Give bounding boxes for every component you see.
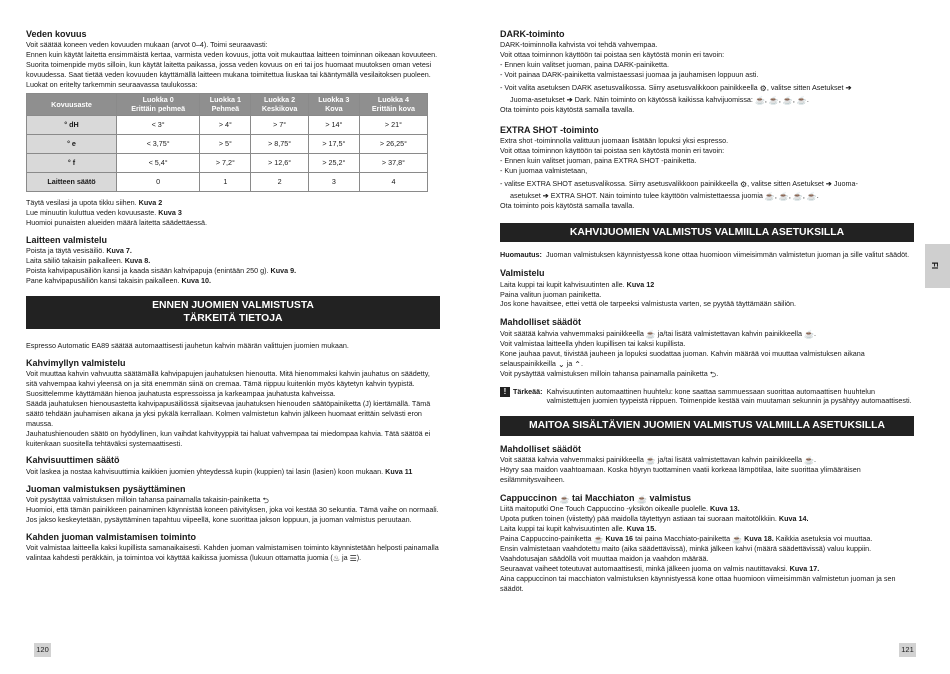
text: Jos kone havaitsee, ettei vettä ole tarpeeksi valmistusta varten, se pyytää täyttämään säiliön. <box>500 299 797 309</box>
table-row <box>27 134 428 153</box>
macchiato-icon: ☕ <box>796 96 807 105</box>
header-cls: Luokka 0 Erittäin pehmeä <box>131 95 186 114</box>
text: Ota toiminto pois käytöstä samalla tavalla. <box>500 105 635 114</box>
text: ja <box>566 358 573 368</box>
kahden-juoman-title: Kahden juoman valmistamisen toiminto <box>26 531 197 542</box>
text: Täytä vesilasi ja upota tikku siihen. <box>26 197 137 207</box>
figure-ref: Kuva 12 <box>626 279 655 289</box>
warning-icon: ! <box>500 387 510 397</box>
figure-ref: Kuva 13. <box>710 504 740 514</box>
table-cell: > 7° <box>251 115 308 134</box>
text <box>500 524 914 534</box>
header-cls: Luokka 4 Erittäin kova <box>371 95 416 114</box>
text: Aina cappuccinon tai macchiaton valmistuksen käynnistyessä kone ottaa huomioon viimeisimmän valmistetun juoman ja sen säädöt. <box>500 573 896 593</box>
table-cell: 0 <box>117 172 200 191</box>
pysayttaminen-title: Juoman valmistuksen pysäyttäminen <box>26 483 186 494</box>
table-cell: > 5° <box>200 134 251 153</box>
water-hardness-table <box>26 93 428 192</box>
text: Juoma-asetukset <box>510 95 565 104</box>
text: Dark. Näin toiminto on käytössä kaikissa kahvijuomissa: <box>574 95 753 104</box>
table-cell: > 26,25° <box>359 134 427 153</box>
text <box>26 276 440 286</box>
right-page <box>475 0 950 674</box>
figure-ref: Kuva 18. <box>744 534 774 544</box>
table-cell: > 7,2° <box>200 153 251 172</box>
figure-ref: Kuva 10. <box>181 275 212 285</box>
menu-icon: ☰ <box>349 553 357 563</box>
macchiato-icon: ☕ <box>637 495 648 505</box>
header-cls: Luokka 3 Kova <box>318 95 350 114</box>
text <box>500 83 914 93</box>
table-header <box>200 93 251 115</box>
laitteen-valmistelu-title: Laitteen valmistelu <box>26 234 108 245</box>
note-label: Huomautus: <box>500 250 542 260</box>
table-cell: > 21° <box>359 115 427 134</box>
text: Huomioi punaisten alueiden määrä laitetta säädettäessä. <box>26 217 208 227</box>
coffee-icon: ☕ <box>768 96 779 105</box>
section-banner: MAITOA SISÄLTÄVIEN JUOMIEN VALMISTUS VALMIILLA ASETUKSILLA <box>500 416 914 436</box>
table-header <box>308 93 359 115</box>
text: Extra shot -toiminnolla valittuun juomaan lisätään lopuksi yksi espresso. <box>500 136 729 146</box>
table-cell: ° e <box>27 134 117 153</box>
table-cell: > 14° <box>308 115 359 134</box>
text: Ensin valmistetaan vaahdotettu maito (aika säädettävissä), minkä jälkeen kahvi (määrä säädettävissä) valuu kuppiin. <box>500 544 872 554</box>
text: - Voit valita asetuksen DARK asetusvalikossa. Siirry asetusvalikkoon painikkeella <box>500 83 758 92</box>
note <box>500 250 914 260</box>
text: Voit muuttaa kahvin vahvuutta säätämällä kahvipapujen jauhatuksen hienoutta. Mitä hienommaksi kahvin jauhatus on säädetty, sitä vahvempaa kahvi yleensä on ja sitä enemmän siinä on cremaa. Tämä riippuu kuitenkin myös käytetyn kahvin tyypistä. Suosittelemme käyttämään hienoa jauhatusta espressoissa ja karkeampaa jauhatusta kahveissa. <box>26 368 430 398</box>
table-cell: < 3° <box>117 115 200 134</box>
text <box>26 246 440 256</box>
text: asetukset ➔ EXTRA SHOT. Näin toiminto tulee käyttöön valmistettaessa juomia ☕, ☕, ☕, ☕. <box>510 190 819 201</box>
page-number: 120 <box>34 643 51 657</box>
table-cell: ° dH <box>27 115 117 134</box>
text: Paina Cappuccino-painiketta <box>500 534 592 544</box>
important-note <box>500 387 914 407</box>
text: Voit säätää koneen veden kovuuden mukaan (arvot 0–4). Toimi seuraavasti: <box>26 40 268 50</box>
text <box>500 514 914 524</box>
banner-line: TÄRKEITÄ TIETOJA <box>183 313 283 325</box>
cappuccino-icon: ☕ <box>792 191 803 201</box>
section-banner <box>26 296 440 329</box>
header-cls: Luokka 1 Pehmeä <box>209 95 241 114</box>
espresso-icon: ☕ <box>764 191 775 201</box>
text <box>26 543 440 563</box>
cappuccino-title <box>500 493 914 504</box>
figure-ref: Kuva 9. <box>270 265 297 275</box>
text: Kone jauhaa pavut, tiivistää jauheen ja lopuksi suodattaa juoman. Kahvin määrää voi muuttaa valmistuksen aikana selauspainikkeilla <box>500 348 865 368</box>
text: - Voit painaa DARK-painiketta valmistaessasi juomaa ja jauhamisen loppuun asti. <box>500 70 759 80</box>
arrow-icon: ➔ <box>825 178 832 188</box>
macchiato-icon: ☕ <box>732 535 743 545</box>
text: - valitse EXTRA SHOT asetusvalikossa. Siirry asetusvalikkoon painikkeella <box>500 178 738 188</box>
text: Voit pysäyttää valmistuksen milloin tahansa painamalla painiketta ⮌. <box>500 368 719 379</box>
table-cell: > 8,75° <box>251 134 308 153</box>
back-icon: ⮌ <box>262 495 269 505</box>
text: Voit pysäyttää valmistuksen milloin tahansa painamalla takaisin-painiketta <box>26 494 261 504</box>
language-tab <box>925 244 950 288</box>
saadot-title: Mahdolliset säädöt <box>500 443 582 454</box>
arrow-icon: ➔ <box>566 95 573 104</box>
dark-title: DARK-toiminto <box>500 29 565 39</box>
text <box>26 208 440 218</box>
text <box>500 564 914 574</box>
text: Voit laskea ja nostaa kahvisuuttimia kaikkien juomien yhteydessä kupin (kuppien) tai lasin (lasien) koon mukaan. <box>26 466 384 476</box>
table-header <box>251 93 308 115</box>
figure-ref: Kuva 14. <box>778 514 809 524</box>
text: Lue minuutin kuluttua veden kovuusaste. <box>26 207 157 217</box>
table-cell: < 5,4° <box>117 153 200 172</box>
note-text: Kahvisuutinten automaattinen huuhtelu: kone saattaa sammuessaan suorittaa automaattisen huuhtelun valmistettujen juomien tyypeistä riippuen. Toimenpide kestää vain muutaman sekunnin ja pysähtyy automaattisesti. <box>546 386 912 406</box>
figure-ref: Kuva 16 <box>605 534 634 544</box>
text: Ennen kuin käytät laitetta ensimmäistä kertaa, varmista veden kovuus, jotta voit mukauttaa laitteen toiminnan oikeaan kovuuteen. Suorita toimenpide myös silloin, kun käytät laitetta paikassa, jossa veden kovuus on eri tai jos huomaat muutoksen oman vetesi kovuudessa. Saat tietää veden kovuuden käyttämällä laitteen mukana toimitettua liuskaa tai kääntymällä vesilaitoksen puoleen. <box>26 50 438 80</box>
table-cell: 2 <box>251 172 308 191</box>
text: Laita kuppi tai kupit kahvisuutinten alle. <box>500 279 625 289</box>
text: tai paina Macchiato-painiketta <box>635 534 731 544</box>
intro-text: Espresso Automatic EA89 säätää automaattisesti jauhetun kahvin määrän valittujen juomien mukaan. <box>26 340 349 350</box>
text: asetukset <box>510 190 541 200</box>
banner-line: ENNEN JUOMIEN VALMISTUSTA <box>152 299 314 311</box>
text: Säädä jauhatuksen hienousastetta kahvipapusäiliössä sijaitsevaa jauhatuksen hienouden säätöpainiketta (J) kiertämällä. Tämä säätö tehdään jauhamisen aikana ja yksi pykälä kerrallaan. Kolmen valmistetun kahvin jälkeen huomaat erittäin selvästi eron maussa. <box>26 398 431 428</box>
figure-ref: Kuva 11 <box>385 466 413 476</box>
text: EXTRA SHOT. Näin toiminto tulee käyttöön valmistettaessa juomia <box>550 190 763 200</box>
table-cell: 4 <box>359 172 427 191</box>
text: , valitse sitten Asetukset <box>766 83 844 92</box>
table-cell: > 37,8° <box>359 153 427 172</box>
volume-icon: ☕ <box>804 456 814 466</box>
macchiato-icon: ☕ <box>806 191 817 201</box>
text: Höyry saa maidon vaahtoamaan. Koska höyryn tuottaminen vaatii korkeaa lämpötilaa, laite suorittaa ylimääräisen esilämmitysvaiheen. <box>500 465 861 485</box>
figure-ref: Kuva 7. <box>106 246 132 255</box>
text <box>500 504 914 514</box>
text: Poista kahvipapusäiliön kansi ja kaada sisään kahvipapuja (enintään 250 g). <box>26 265 269 275</box>
extra-shot-title: EXTRA SHOT -toiminto <box>500 124 599 135</box>
arrow-icon: ➔ <box>542 190 549 200</box>
text: Laita kuppi tai kupit kahvisuutinten alle. <box>500 524 625 534</box>
text: - Ennen kuin valitset juoman, paina DARK-painiketta. <box>500 60 669 70</box>
text <box>26 266 440 276</box>
note-text: Juoman valmistuksen käynnistyessä kone ottaa huomioon viimeisimmän valmistetun juoman ja sille valitut säädöt. <box>545 250 910 260</box>
chevron-up-icon: ⌃ <box>574 359 581 369</box>
page-number: 121 <box>899 643 916 657</box>
text <box>26 495 440 505</box>
valmistelu-title: Valmistelu <box>500 268 545 279</box>
text: Liitä maitoputki One Touch Cappuccino -yksikön oikealle puolelle. <box>500 504 709 514</box>
text <box>26 256 440 266</box>
text: Vaahdotusajan säädöllä voit muuttaa maidon ja vaahdon määrää. <box>500 554 709 564</box>
title-part: tai Macchiaton <box>572 493 635 504</box>
text: Seuraavat vaiheet toteutuvat automaattisesti, minkä jälkeen juoma on valmis nautittavaksi. <box>500 563 788 573</box>
table-header <box>359 93 427 115</box>
text: ja <box>340 552 350 562</box>
text: , valitse sitten Asetukset <box>747 178 824 188</box>
text: Huomioi, että tämän painikkeen painaminen käynnistää koneen päivityksen, joka voi kestää 30 sekuntia. Tämä vaihe on normaali. <box>26 504 439 514</box>
note-label: Tärkeää: <box>513 386 543 396</box>
cappuccino-icon: ☕ <box>559 495 570 505</box>
table-cell: > 4° <box>200 115 251 134</box>
language-tab-label: FI <box>930 261 940 270</box>
text: Juoma- <box>833 178 858 188</box>
text: Voit valmistaa laitteella yhden kupillisen tai kaksi kupillista. <box>500 338 686 348</box>
arrow-icon: ➔ <box>845 83 852 92</box>
veden-kovuus-title: Veden kovuus <box>26 29 87 39</box>
text: Pane kahvipapusäiliön kansi takaisin paikalleen. <box>26 275 180 285</box>
table-header <box>117 93 200 115</box>
table-cell: > 12,6° <box>251 153 308 172</box>
kahvimylly-title: Kahvimyllyn valmistelu <box>26 357 126 368</box>
text: Upota putken toinen (viistetty) pää maidolla täytettyyn astiaan tai suoraan maitotölkkiin. <box>500 514 777 524</box>
volume-icon: ☕ <box>804 329 814 339</box>
table-header: Kovuusaste <box>27 93 117 115</box>
text: Voit pysäyttää valmistuksen milloin tahansa painamalla painiketta <box>500 368 708 378</box>
strength-icon: ☕ <box>645 329 656 339</box>
settings-icon: ⚙ <box>739 179 748 189</box>
text: - Ennen kuin valitset juoman, paina EXTRA SHOT -painiketta. <box>500 156 697 166</box>
header-cls: Luokka 2 Keskikova <box>261 95 298 114</box>
text: Kone jauhaa pavut, tiivistää jauheen ja lopuksi suodattaa juoman. Kahvin määrää voi muuttaa valmistuksen aikana selauspainikkeilla ⌄ ja ⌃. <box>500 348 865 369</box>
title-part: Cappuccinon <box>500 493 558 504</box>
text <box>26 198 440 208</box>
table-cell: > 25,2° <box>308 153 359 172</box>
table-cell: < 3,75° <box>117 134 200 153</box>
chevron-down-icon: ⌄ <box>557 359 565 369</box>
cappuccino-icon: ☕ <box>782 96 793 105</box>
table-cell: Laitteen säätö <box>27 172 117 191</box>
table-header-row <box>27 93 428 115</box>
text: Voit säätää kahvia vahvemmaksi painikkeella ☕ ja/tai lisätä valmistettavan kahvin painikkeella ☕. <box>500 455 816 466</box>
text: Voit ottaa toiminnon käyttöön tai poistaa sen käytöstä monin eri tavoin: <box>500 50 725 60</box>
table-cell: 1 <box>200 172 251 191</box>
espresso-icon: ☕ <box>754 96 765 105</box>
text: Luokat on eritelty tarkemmin seuraavassa taulukossa: <box>26 80 198 89</box>
figure-ref: Kuva 2 <box>138 197 163 207</box>
figure-ref: Kuva 17. <box>789 563 820 573</box>
text: Kaikkia asetuksia voi muuttaa. <box>775 534 873 544</box>
text: Voit säätää kahvia vahvemmaksi painikkeella <box>500 328 644 338</box>
text: ja/tai lisätä valmistettavan kahvin painikkeella <box>657 328 803 338</box>
cappuccino-icon: ☕ <box>593 535 604 545</box>
saadot-title: Mahdolliset säädöt <box>500 317 582 328</box>
table-row <box>27 172 428 191</box>
text: ja/tai lisätä valmistettavan kahvin painikkeella <box>657 455 803 465</box>
text: Voit valmistaa laitteella kaksi kupillista samanaikaisesti. Kahden juoman valmistamisen toiminto käynnistetään helposti painamalla valintaa kahdesti peräkkäin, ja toimintoa voi käyttää kaikissa juomissa (lukuun ottamatta juomia ( <box>26 543 439 562</box>
text: Jauhatushienouden säätö on hyödyllinen, kun vaihdat kahvityyppiä tai haluat vahvempaa tai miedompaa kahvia. Tätä säätöä ei kuitenkaan suositella tehtäväksi systemaattisesti. <box>26 428 431 448</box>
text: Paina valitun juoman painiketta. <box>500 289 602 299</box>
table-cell: 3 <box>308 172 359 191</box>
text: DARK-toiminnolla kahvista voi tehdä vahvempaa. <box>500 40 658 50</box>
text: Voit säätää kahvia vahvemmaksi painikkeella <box>500 455 644 465</box>
text: ). <box>356 552 362 562</box>
strength-icon: ☕ <box>645 456 656 466</box>
text: - Kun juomaa valmistetaan, <box>500 166 588 175</box>
left-column <box>26 29 440 563</box>
text: Laita säiliö takaisin paikalleen. <box>26 255 123 265</box>
text <box>500 534 914 544</box>
figure-ref: Kuva 8. <box>124 255 151 265</box>
settings-icon: ⚙ <box>759 84 767 93</box>
kahvisuutin-title: Kahvisuuttimen säätö <box>26 455 120 466</box>
table-row <box>27 153 428 172</box>
text: Voit ottaa toiminnon käyttöön tai poistaa sen käytöstä monin eri tavoin: <box>500 146 725 156</box>
title-part: valmistus <box>649 493 692 504</box>
text: Jos jakso keskeytetään, pysäyttäminen tapahtuu viipeellä, kone suorittaa jakson loppuun, ja juoman valmistus peruutaan. <box>26 514 412 524</box>
hot-water-icon: ♨ <box>332 553 340 563</box>
coffee-icon: ☕ <box>778 191 789 201</box>
figure-ref: Kuva 15. <box>626 524 657 534</box>
table-cell: > 17,5° <box>308 134 359 153</box>
section-banner: KAHVIJUOMIEN VALMISTUS VALMIILLA ASETUKSILLA <box>500 223 914 243</box>
figure-ref: Kuva 3 <box>158 207 182 217</box>
right-column <box>500 29 914 594</box>
text: Ota toiminto pois käytöstä samalla tavalla. <box>500 200 635 210</box>
table-cell: ° f <box>27 153 117 172</box>
text: Voit säätää kahvia vahvemmaksi painikkeella ☕ ja/tai lisätä valmistettavan kahvin painikkeella ☕. <box>500 328 816 339</box>
text <box>26 467 440 477</box>
back-icon: ⮌ <box>709 369 717 379</box>
text: Juoma-asetukset ➔ Dark. Näin toiminto on käytössä kaikissa kahvijuomissa: ☕, ☕, ☕, ☕. <box>510 95 809 105</box>
text <box>500 179 914 189</box>
table-row <box>27 115 428 134</box>
text: Poista ja täytä vesisäiliö. <box>26 246 105 255</box>
text <box>500 280 914 290</box>
